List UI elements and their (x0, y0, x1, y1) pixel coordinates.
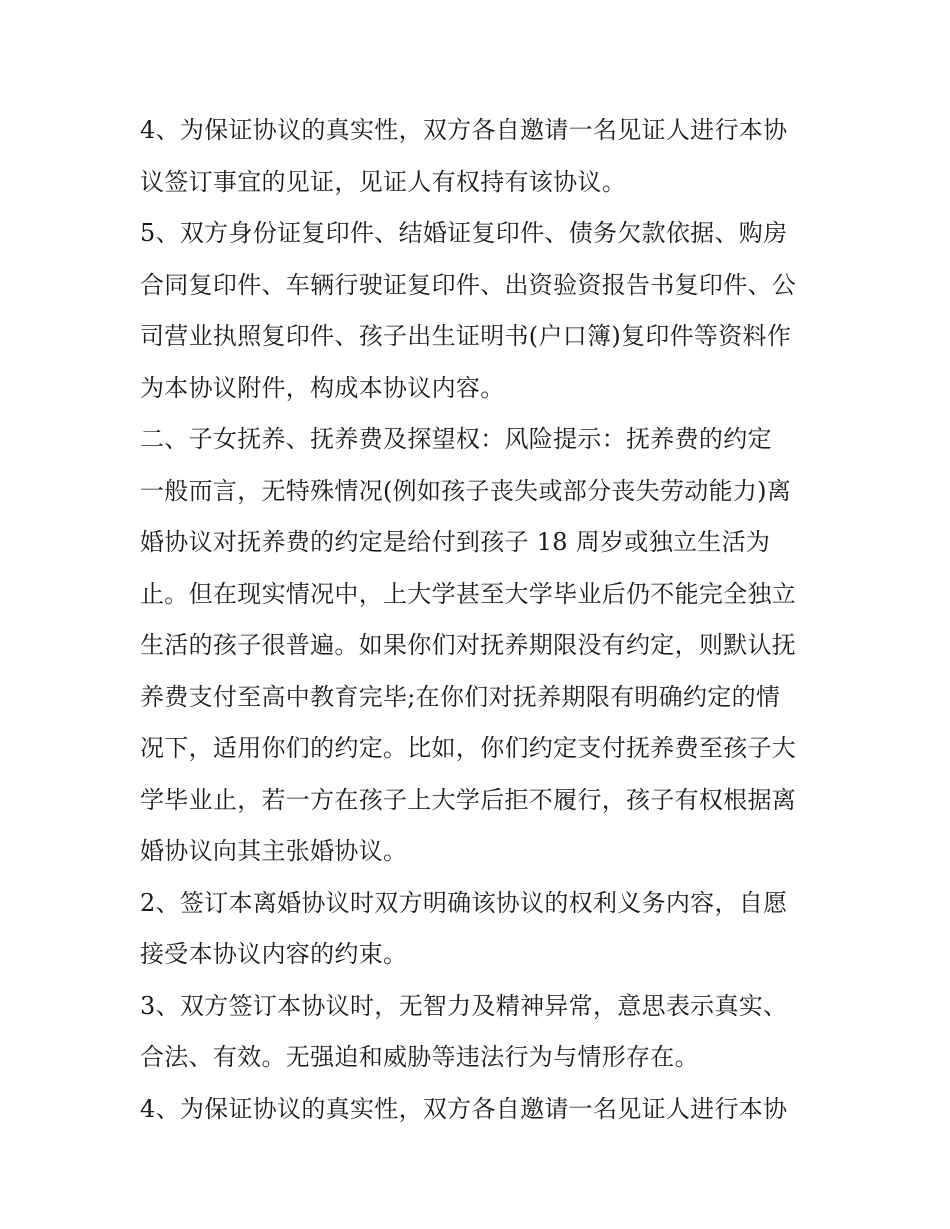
text-line: 接受本协议内容的约束。 (140, 940, 408, 968)
document-body (140, 110, 820, 1140)
text-line: 婚协议对抚养费的约定是给付到孩子 18 周岁或独立生活为 (140, 528, 771, 556)
text-line: 议签订事宜的见证，见证人有权持有该协议。 (140, 167, 626, 196)
text-line: 一般而言，无特殊情况(例如孩子丧失或部分丧失劳动能力)离 (140, 476, 792, 505)
text-line: 生活的孩子很普遍。如果你们对抚养期限没有约定，则默认抚 (140, 631, 797, 659)
text-line: 4、为保证协议的真实性，双方各自邀请一名见证人进行本协 (140, 116, 788, 144)
text-line: 5、双方身份证复印件、结婚证复印件、债务欠款依据、购房 (140, 219, 788, 247)
text-line: 合法、有效。无强迫和威胁等违法行为与情形存在。 (140, 1043, 699, 1071)
text-line: 二、子女抚养、抚养费及探望权：风险提示：抚养费的约定 (140, 425, 772, 453)
text-line: 止。但在现实情况中，上大学甚至大学毕业后仍不能完全独立 (140, 579, 797, 608)
text-line: 婚协议向其主张婚协议。 (140, 837, 408, 865)
text-line: 养费支付至高中教育完毕;在你们对抚养期限有明确约定的情 (140, 682, 781, 711)
text-line: 学毕业止，若一方在孩子上大学后拒不履行，孩子有权根据离 (140, 785, 797, 814)
text-line: 合同复印件、车辆行驶证复印件、出资验资报告书复印件、公 (140, 270, 797, 299)
text-line: 3、双方签订本协议时，无智力及精神异常，意思表示真实、 (140, 991, 788, 1020)
text-line: 况下，适用你们的约定。比如，你们约定支付抚养费至孩子大 (140, 734, 797, 762)
text-line: 司营业执照复印件、孩子出生证明书(户口簿)复印件等资料作 (140, 322, 792, 350)
text-line: 4、为保证协议的真实性，双方各自邀请一名见证人进行本协 (140, 1094, 788, 1123)
text-line: 为本协议附件，构成本协议内容。 (140, 373, 505, 402)
text-line: 2、签订本离婚协议时双方明确该协议的权利义务内容，自愿 (140, 888, 788, 917)
